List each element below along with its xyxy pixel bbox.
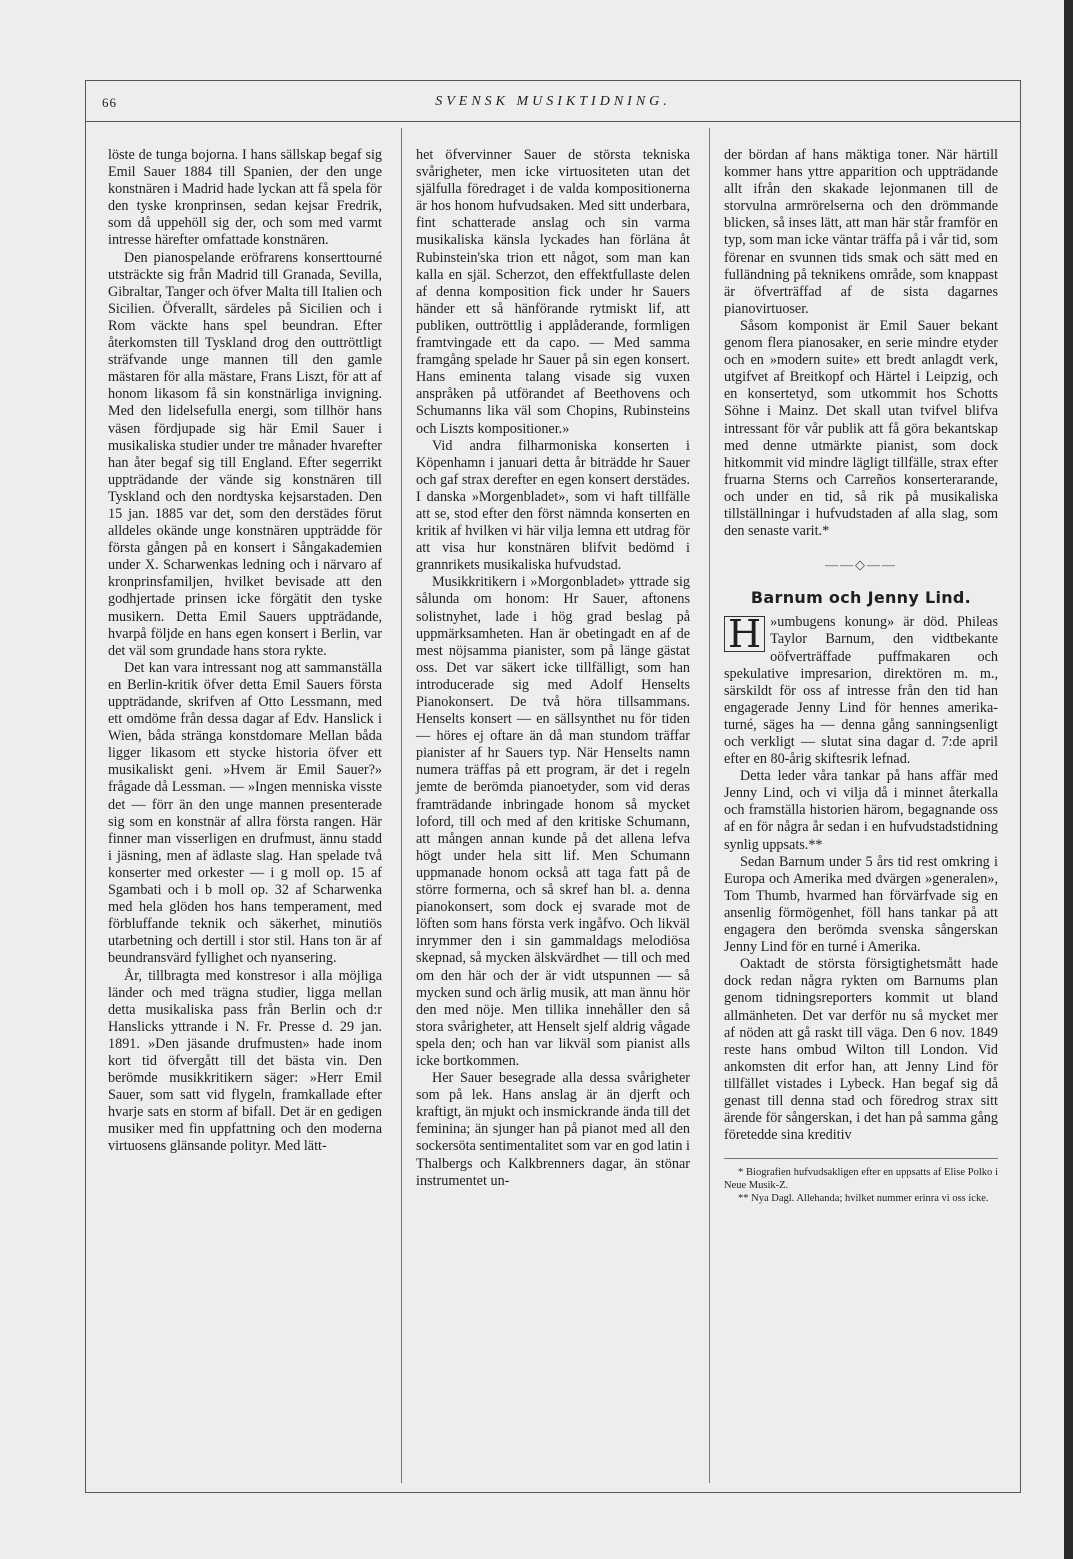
page-number: 66	[102, 95, 117, 110]
running-title: SVENSK MUSIKTIDNING.	[435, 94, 671, 109]
column-1	[108, 147, 382, 1156]
paragraph: Den pianospelande eröfrarens konserttourné utsträckte sig från Madrid till Granada, Sevilla, Gibraltar, Tanger och öfver Malta till Italien och Sicilien. Öfverallt, särdeles på Sicilien och i Rom väckte hans spel beundran. Efter återkomsten till Tyskland drog den outtröttligt sträfvande unge mannen till den gamle mästaren för alla mästare, Frans Liszt, för att af honom likasom få sin konstnärliga invigning. Med den lidelsefulla energi, som tillhör hans väsen fördjupade sig här Emil Sauer i musikaliska studier under tre månader hvarefter han åter begaf sig till England. Efter segerrikt uppträdande der vände sig konstnären till Tyskland och den nordtyska kejsarstaden. Den 15 jan. 1885 var det, som den derstädes förut alldeles okände unge konstnären uppträdde för första gången på en konsert i Sångakademien under X. Scharwenkas ledning och i närvaro af kronprinsfamiljen, hvilket bevisade att den godhjertade prinsen icke förgätit den tyske musikern. Detta Emil Sauers uppträdande, hvarpå följde en hans egen konsert i Berlin, var det väl som grundade hans stora rykte.	[108, 249, 382, 659]
paragraph: het öfvervinner Sauer de största tekniska svårigheter, men icke virtuositeten utan det själfulla föredraget i de valda kompositionerna är hos honom hufvudsaken. Med sitt underbara, fint schatterade anslag och sin varma musikaliska känsla lyckades han förläna åt Rubinstein'ska trion ett något, som man kan kalla en själ. Scherzot, den effektfullaste delen af denna komposition fick under hr Sauers händer ett så hänförande rytmiskt lif, att publiken, outtröttlig i applåderande, formligen framtvingade ett da capo. — Med samma framgång spelade hr Sauer på sin egen konsert. Hans eminenta talang visade sig vuxen anspråken på utförandet af Beethovens och Schumanns lika väl som Chopins, Rubinsteins och Liszts kompositioner.»	[416, 147, 690, 437]
paragraph: Oaktadt de största försigtighetsmått hade dock redan några rykten om Barnums plan genom tidningsreporters kommit ut bland allmänheten. Det var derför nu så mycket mer af nöden att gå raskt till väga. Den 6 nov. 1849 reste hans ombud Wilton till London. Vid ankomsten dit erfor han, att Jenny Lind för tillfället vistades i Lybeck. Han begaf sig då genast till denna stad och föredrog strax sitt ärende för sångerskan, i det han på samma gång företedde sina kreditiv	[724, 956, 998, 1144]
paragraph: der bördan af hans mäktiga toner. När härtill kommer hans yttre apparition och uppträdande allt ifrån den skakade lejonmanen till de storvulna armrörelserna och den drömmande blicken, så inses lätt, att man här står framför en typ, som man icke väntar träffa på i vår tid, som förenar en svunnen tids smak och sätt med en fulländning på teknikens område, som knappast är öfverträffad af de sista dagarnes pianovirtuoser.	[724, 147, 998, 317]
paragraph: Såsom komponist är Emil Sauer bekant genom flera pianosaker, en serie mindre etyder och en »modern suite» ett bredt anlagdt verk, utgifvet af Breitkopf och Härtel i Leipzig, och en konsertetyd, som utkommit hos Schotts Söhne i Mainz. Det skall utan tvifvel blifva intressant för vår publik att få göra bekantskap med denne utmärkte pianist, som dock hitkommit vid mindre lägligt tillfälle, strax efter fruarna Sterns och Carreños konserterarande, och under en tid, så rik på musikaliska tillställningar i hufvudstaden af alla slag, som den senaste varit.*	[724, 317, 998, 540]
paragraph: År, tillbragta med konstresor i alla möjliga länder och med trägna studier, ligga mellan detta musikaliska pass från Berlin och d:r Hanslicks yttrande i N. Fr. Presse d. 29 jan. 1891. »Den jäsande drufmusten» hade inom kort tid öfvergått till det bästa vin. Den berömde musikkritikern säger: »Herr Emil Sauer, som satt vid flygeln, framkallade efter hvarje sats en storm af bifall. Det är en gedigen musiker med fin uppfattning och den moderna virtuosens glänsande polityr. Med lätt-	[108, 967, 382, 1155]
open-quote: »	[770, 614, 778, 631]
column-3	[724, 147, 998, 1205]
column-rule-2	[709, 128, 710, 1483]
footnote: ** Nya Dagl. Allehanda; hvilket nummer erinra vi oss icke.	[738, 1193, 989, 1205]
running-header	[86, 81, 1020, 122]
scan-edge	[1064, 0, 1073, 1559]
paragraph: Det kan vara intressant nog att sammanställa en Berlin-kritik öfver detta Emil Sauers första uppträdande, skrifven af Otto Lessmann, med ett omdöme från dessa dagar af Edv. Hanslick i Wien, båda stränga konstdomare Mellan båda ligger likasom ett stycke historia öfver ett musikaliskt geni. »Hvem är Emil Sauer?» frågade då Lessman. — »Ingen menniska visste det — förr än den unge mannen presenterade sig som en konstnär af allra första rangen. Här finner man visserligen en drufmust, ännu stadd i jäsning, men af ädlaste slag. Han spelade två konserter med orkester — i g moll op. 15 af Sgambati och i b moll op. 32 af Scharwenka med hela glöden hos hans temperament, med förbluffande teknik och säkerhet, minutiös utarbetning och dertill i stor stil. Hans ton är af beundransvärd fyllighet och nyansering.	[108, 659, 382, 967]
article-title: Barnum och Jenny Lind.	[750, 588, 972, 608]
footnotes	[724, 1158, 998, 1205]
paragraph: Musikkritikern i »Morgonbladet» yttrade sig sålunda om honom: Hr Sauer, aftonens solistnyhet, lade i hög grad beslag på uppmärksamheten. Han är obetingadt en af de mest nöjsamma pianister, som på länge gästat oss. Det var säkert icke tillfälligt, som han introducerade sig med Adolf Henselts Pianokonsert. De två höra tillsammans. Henselts konsert — en sällsynthet nu för tiden — höres ej oftare än då man stundom träffar pianister af hr Sauers typ. När Henselts namn numera träffas på ett program, är det i regeln jemte de berömda pianoetyder, som vid deras framträdande inbringade honom så mycket loford, till och med af den kritiske Schumann, att mången annan kunde på det allena lefva högt under hela sitt lif. Men Schumann uppmanade honom också att taga fatt på de större formerna, och så skref han bl. a. denna pianokonsert, som dock ej svarade mot de löften som hans första verk ingåfvo. Och likväl inrymmer den i sin gammaldags melodiösa skepnad, så mycken älskvärdhet — till och med om den här och der är vidt utspunnen — så mycken sund och ärlig musik, att man ännu hör den med nöje. Men tillika innehåller den så stora svårigheter, att Henselt sjelf aldrig vågade spela den; och han var likväl som pianist alls icke bortkommen.	[416, 574, 690, 1069]
paragraph	[724, 614, 998, 768]
first-paragraph-text: umbugens konung» är död. Phileas Taylor Barnum, den vidtbekante oöfverträffade puffmakaren och spekulative impresarion, direktören m. m., särskildt för oss af intresse från den tid han engagerade Jenny Lind för hennes amerika-turné, säges ha — denna gång sanningsenligt och verkligt — slutat sina dagar d. 7:de april efter en 80-årig skiftesrik lefnad.	[724, 614, 998, 768]
paragraph: Detta leder våra tankar på hans affär med Jenny Lind, och vi vilja då i minnet återkalla och framställa historien härom, begagnande oss af en för några år sedan i en hufvudstadstidning synlig uppsats.**	[724, 768, 998, 853]
column-2	[416, 147, 690, 1190]
paragraph: Sedan Barnum under 5 års tid rest omkring i Europa och Amerika med dvärgen »generalen», Tom Thumb, hvarmed han förvärfvade sig en ansenlig förmögenhet, föll hans tankar på att engagera den berömda svenska sångerskan Jenny Lind för en turné i Amerika.	[724, 853, 998, 956]
dropcap: H	[724, 616, 765, 652]
section-divider: ——◇——	[825, 557, 897, 573]
page-frame	[85, 80, 1021, 1493]
paragraph: Her Sauer besegrade alla dessa svårigheter som på lek. Hans anslag är än djerft och kraftigt, än mjukt och insmickrande ända till det feminina; än sjunger han på pianot med all den sockersöta sentimentalitet som var en god latin i Thalbergs och Kalkbrenners dagar, än stönar instrumentet un-	[416, 1070, 690, 1189]
paragraph: Vid andra filharmoniska konserten i Köpenhamn i januari detta år biträdde hr Sauer och gaf strax derefter en egen konsert derstädes. I danska »Morgenbladet», som vi haft tillfälle att se, stod efter den först nämnda konserten en kritik af hvilken vi här vilja lemna ett utdrag för att visa hur konstnären blifvit bedömd i grannrikets musikaliska hufvudstad.	[416, 437, 690, 574]
column-rule-1	[401, 128, 402, 1483]
footnote: * Biografien hufvudsakligen efter en uppsatts af Elise Polko i Neue Musik-Z.	[724, 1167, 998, 1192]
paragraph: löste de tunga bojorna. I hans sällskap begaf sig Emil Sauer 1884 till Spanien, der den unge konstnären i Madrid hade lyckan att få spela för den tyske kronprinsen, sedan kejsar Fredrik, som då uppehöll sig der, och som med varmt intresse härefter omfattade konstnären.	[108, 147, 382, 249]
